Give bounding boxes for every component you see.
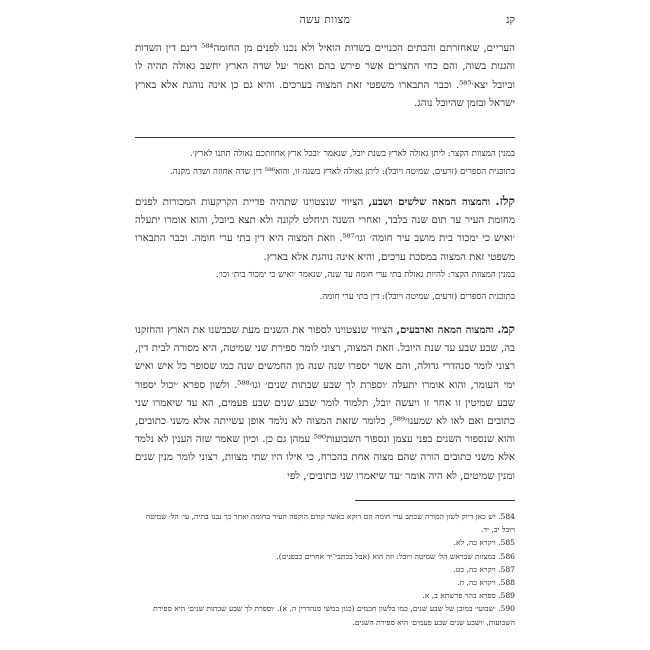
footnote-divider [355, 500, 515, 501]
summary-books-plan: בתוכנית הספרים (זרעים, שמיטה ויובל): ליתן גאולה לארץ בשנה זו, והוא⁵⁸⁶ דין שדה אחוזה ושדה מקנה. [170, 167, 515, 177]
footnotes [135, 510, 515, 629]
mitzvah-text: הציווי שנצטוינו לספור את השנים מעת שכבשנו את הארץ והחזקנו בה, שבע שבע עד שנת היובל. וזאת המצוה, רצוני לומר ספירת שני שמיטה, היא מסורה לבית דין, רצוני לומר סנהדרי גדולה, והם אשר יספרו שנה שנה מן החמשים שנה כמו שסופר כל איש ואיש ימי העומר, והוא אומרו יתעלה ׳וספרת לך שבע שבתות שנים׳ וגו׳⁵⁸⁸. ולשון ספרא ׳יכול יספור שבע שמיטין זו אחר זו ויעשה יובל, תלמוד לומר שבע שנים שבע פעמים, הא עד שיאמרו שני כתובים ואם לאו לא שמענו׳⁵⁸⁹, כלומר שזאת המצוה לא נלמד אופן עשייתה אלא משני כתובים, והוא שנספור השנים בפני עצמן ונספור השבועות⁵⁹⁰ עמהן גם כן. וכיון שאמר שזה הענין לא נלמד אלא משני כתובים הורה שהם מצוה אחת בהכרח, כי אילו היו שתי מצוות, רצוני לומר מנין שנים ומנין שמיטים, לא היה אומר ׳עד שיאמרו שני כתובים׳, לפי [135, 325, 515, 482]
running-title: מצוות עשה [299, 14, 351, 26]
running-header [135, 12, 515, 28]
mitzvah-137-paragraph [135, 192, 515, 267]
mitzvah-140-paragraph [135, 320, 515, 486]
footnote: 586. במצוות שבראש הל׳ שמיטה ויובל: וזה הוא (אבל בכתבי־יד אחרים כבפנים). [276, 551, 515, 561]
page-number: קנ [505, 14, 515, 26]
mitzvah-text: הציווי שנצטוינו שתהיה פדיית הקרקעות המכורות לפנים מחומת העיר עד תום שנה בלבד, ואחרי השנה תיחלט לקונה ולא תצא ביובל, והוא אומרו יתעלה ׳ואיש כי ימכור בית מושב עיר חומה׳ וגו׳⁵⁸⁷. וזאת המצוה היא דין בתי ערי חומה. וכבר התבארו משפטי זאת המצוה במסכת ערכים, והיא אינה נוהגת אלא בארץ. [135, 197, 515, 263]
summary-short-count: במנין המצוות הקצר: ליתן גאולה לארץ בשנת יובל, שנאמר ׳ובכל ארץ אחוזתכם גאולה תתנו לארץ׳. [189, 149, 515, 159]
footnote: 587. ויקרא כה, כט. [453, 564, 515, 574]
summary-short-count: במנין המצוות הקצר: להיות גאולת בתי ערי חומה עד שנה, שנאמר ׳ואיש כי ימכור בית׳ וכו׳. [215, 270, 515, 280]
footnote: 589. ספרא בהר פרשתא ב, א. [422, 591, 515, 601]
footnote: 588. ויקרא כה, ח. [457, 578, 515, 588]
summary-books-plan: בתוכנית הספרים (זרעים, שמיטה ויובל): דין בתי ערי חומה. [319, 292, 515, 302]
mitzvah-heading: והמצוה המאה וארבעים, [396, 324, 494, 336]
mitzvah-heading: והמצוה המאה שלשים ושבע, [368, 196, 491, 208]
footnote: 585. ויקרא כה, לא. [453, 538, 515, 548]
mitzvah-number: קמ. [497, 322, 515, 336]
paragraph-continued: העריים, שאחזרתם והבתים הכנויים בשדות הואיל ולא נכנו לפנים מן החומה⁵⁸⁴ דינם דין השדות והגנות בשוה, והם כחי החצרים אשר פירש בהם ואמר ׳על שדה הארץ יחשב גאולה תהיה לו וביובל יצא׳⁵⁸⁵. וכבר התבארו משפטי זאת המצוה בערכים. והיא גם כן אינה נוהגת אלא בארץ ישראל ובזמן שהיובל נוהג. [135, 43, 516, 110]
footnote: 584. יש כאן דיוק לשון המורה שכתב ערי חומה הם דוקא כאשר קודם הוקפה העיר בחומה ואחר כך נבנו בתיה, עי׳ הל׳ שמיטה ויובל יב, יד. [145, 512, 515, 535]
footnote: 590. ׳שבועי׳ במובן של שבע שנים, כמו בלשון חכמים (כגון במשי סנהדרין ה, א). ׳וספרת לך שבע שבתות שנים׳ היא ספירת השבועות, ׳ושבע שנים שבע פעמים׳ היא ספירת השנים. [153, 604, 515, 627]
mitzvah-number: קלז. [495, 194, 515, 208]
divider [135, 137, 515, 138]
